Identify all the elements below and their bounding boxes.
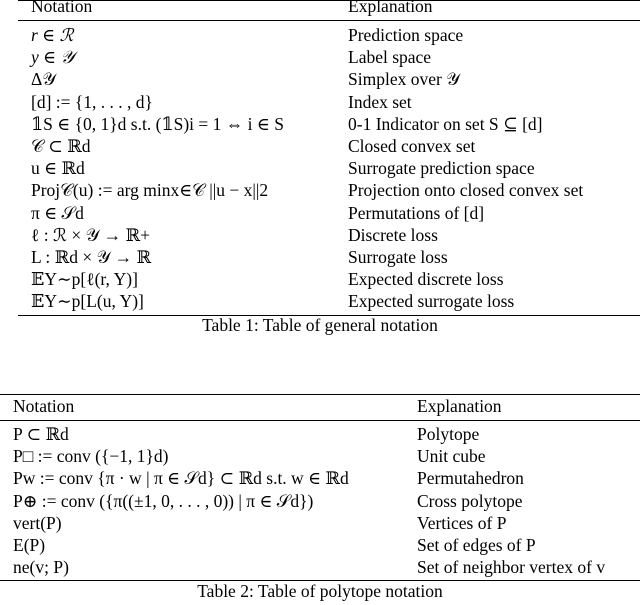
notation-cell: Δ𝒴 (31, 69, 56, 90)
notation-cell: π ∈ 𝒮d (31, 202, 84, 223)
explanation-header: Explanation (348, 0, 433, 16)
explanation-cell: Polytope (417, 424, 480, 444)
notation-cell: 𝔼Y∼p[ℓ(r, Y)] (31, 269, 138, 290)
explanation-cell: Cross polytope (417, 490, 523, 511)
explanation-cell: Index set (348, 91, 412, 112)
table-row (18, 158, 640, 179)
explanation-cell: Expected discrete loss (348, 269, 504, 290)
notation-cell: vert(P) (13, 512, 62, 533)
explanation-cell: Projection onto closed convex set (348, 180, 584, 201)
table-row (18, 47, 640, 68)
table-row (18, 92, 640, 113)
explanation-cell: Closed convex set (348, 136, 476, 156)
notation-cell: ne(v; P) (13, 557, 69, 578)
explanation-cell: Set of neighbor vertex of v (417, 557, 606, 578)
table-row (0, 468, 640, 489)
notation-cell: y ∈ 𝒴 (31, 47, 75, 68)
explanation-cell: Vertices of P (417, 512, 507, 533)
notation-cell: [d] := {1, . . . , d} (31, 91, 153, 112)
notation-header: Notation (13, 396, 75, 416)
table-row (18, 291, 640, 312)
explanation-cell: Discrete loss (348, 224, 438, 245)
explanation-cell: Unit cube (417, 446, 486, 467)
table-row (18, 203, 640, 224)
explanation-cell: Surrogate prediction space (348, 158, 535, 179)
notation-cell: Proj𝒞(u) := arg minx∈𝒞 ||u − x||2 (31, 180, 269, 201)
notation-cell: P⊕ := conv ({π((±1, 0, . . . , 0)) | π ∈ 𝒮d}) (13, 490, 314, 511)
notation-cell: Pw := conv {π · w | π ∈ 𝒮d} ⊂ ℝd s.t. w ∈ ℝd (13, 468, 349, 489)
table-row (18, 114, 640, 135)
notation-cell: 𝟙S ∈ {0, 1}d s.t. (𝟙S)i = 1 ⇔ i ∈ S (31, 113, 284, 134)
table2-caption: Table 2: Table of polytope notation (197, 581, 443, 601)
table-row (18, 225, 640, 246)
table-row (0, 535, 640, 556)
notation-cell: E(P) (13, 535, 46, 555)
table-row (0, 557, 640, 578)
notation-cell: 𝔼Y∼p[L(u, Y)] (31, 291, 144, 312)
notation-cell: P□ := conv ({−1, 1}d) (13, 446, 169, 467)
explanation-cell: 0-1 Indicator on set S ⊆ [d] (348, 113, 543, 134)
explanation-cell: Permutations of [d] (348, 202, 485, 223)
notation-cell: r ∈ ℛ (31, 25, 74, 45)
table-row (18, 69, 640, 90)
explanation-cell: Prediction space (348, 25, 464, 45)
header-row (0, 396, 640, 417)
table-row (0, 446, 640, 467)
explanation-cell: Permutahedron (417, 468, 524, 489)
explanation-header: Explanation (417, 396, 502, 416)
table-row (18, 247, 640, 268)
table-row (18, 269, 640, 290)
explanation-cell: Simplex over 𝒴 (348, 69, 460, 90)
header-row (18, 0, 640, 17)
explanation-cell: Set of edges of P (417, 535, 536, 555)
notation-cell: ℓ : ℛ × 𝒴 → ℝ+ (31, 224, 150, 245)
top-rule (0, 394, 640, 395)
notation-cell: L : ℝd × 𝒴 → ℝ (31, 247, 152, 267)
table-row (18, 180, 640, 201)
header-rule (0, 420, 640, 421)
table-row (0, 424, 640, 445)
table1-caption: Table 1: Table of general notation (202, 315, 438, 335)
notation-header: Notation (31, 0, 93, 16)
notation-cell: 𝒞 ⊂ ℝd (31, 136, 91, 156)
table-row (0, 491, 640, 512)
explanation-cell: Label space (348, 47, 432, 68)
header-rule (18, 20, 640, 21)
explanation-cell: Surrogate loss (348, 247, 448, 267)
table-row (18, 25, 640, 46)
explanation-cell: Expected surrogate loss (348, 291, 515, 312)
notation-cell: P ⊂ ℝd (13, 424, 69, 444)
table-row (0, 513, 640, 534)
notation-cell: u ∈ ℝd (31, 158, 85, 179)
table-row (18, 136, 640, 157)
